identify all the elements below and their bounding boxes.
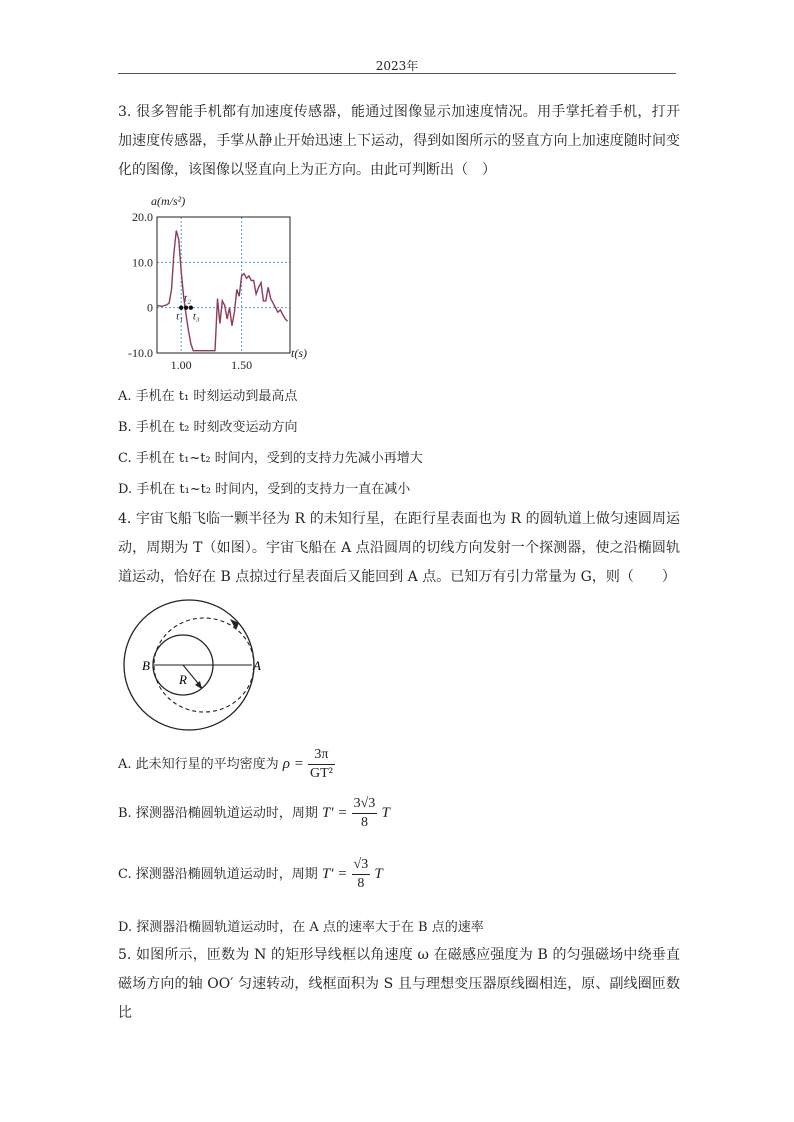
chart-labels bbox=[128, 194, 307, 372]
marker-label: t₁ bbox=[176, 310, 184, 323]
q5-stem: 5. 如图所示，匝数为 N 的矩形导线框以角速度 ω 在磁感应强度为 B 的匀强磁场中绕垂直磁场方向的轴 OO′ 匀速转动，线框面积为 S 且与理想变压器原线圈相连，原、副线圈匝数比 bbox=[118, 947, 680, 1021]
q4-option-a-fraction bbox=[308, 746, 335, 783]
q4-option-c-lhs: T′ = bbox=[321, 866, 348, 882]
q3-stem: 3. 很多智能手机都有加速度传感器，能通过图像显示加速度情况。用手掌托着手机，打开加速度传感器，手掌从静止开始迅速上下运动，得到如图所示的竖直方向上加速度随时间变化的图像，该图像以竖直向上为正方向。由此可判断出（ ） bbox=[118, 104, 680, 178]
q3-option-b[interactable]: B. 手机在 t₂ 时刻改变运动方向 bbox=[118, 420, 298, 435]
orbit-diagram bbox=[118, 596, 270, 738]
acceleration-series-line bbox=[157, 231, 288, 351]
radius-arrow-head bbox=[195, 681, 202, 689]
y-tick-label: -10.0 bbox=[128, 346, 153, 360]
q3-option-c[interactable]: C. 手机在 t₁~t₂ 时间内，受到的支持力先减小再增大 bbox=[118, 451, 423, 466]
label-r: R bbox=[179, 672, 187, 687]
q4-option-a-lhs: ρ = bbox=[282, 756, 304, 772]
marker-dot bbox=[189, 305, 193, 309]
q3-option-d[interactable]: D. 手机在 t₁~t₂ 时间内，受到的支持力一直在减小 bbox=[118, 482, 411, 497]
q4-option-b-lhs: T′ = bbox=[321, 805, 348, 821]
y-axis-label: a(m/s²) bbox=[151, 194, 186, 208]
y-tick-label: 0 bbox=[147, 300, 153, 315]
q4-option-b-denominator: 8 bbox=[360, 815, 368, 830]
q4-option-b-fraction bbox=[352, 795, 378, 832]
label-b: B bbox=[142, 658, 150, 673]
q4-option-b-text: B. 探测器沿椭圆轨道运动时，周期 bbox=[118, 806, 318, 821]
marker-label: t₂ bbox=[184, 292, 191, 305]
x-tick-label: 1.50 bbox=[231, 358, 253, 372]
q4-option-a-denominator: GT² bbox=[310, 766, 333, 781]
q4-option-c-denominator: 8 bbox=[357, 876, 365, 891]
q4-option-a-numerator: 3π bbox=[308, 746, 335, 765]
chart-grid bbox=[157, 217, 290, 353]
q4-option-c-fraction bbox=[352, 856, 371, 893]
chart-axes bbox=[157, 217, 290, 353]
q4-option-d[interactable]: D. 探测器沿椭圆轨道运动时，在 A 点的速率大于在 B 点的速率 bbox=[118, 920, 484, 935]
x-axis-label: t(s) bbox=[291, 346, 307, 360]
q4-option-a[interactable] bbox=[118, 746, 335, 783]
q4-option-c-numerator: √3 bbox=[352, 856, 371, 875]
plot-frame bbox=[157, 217, 290, 353]
marker-dot bbox=[184, 305, 188, 309]
acceleration-chart bbox=[112, 190, 312, 380]
q4-option-a-text: A. 此未知行星的平均密度为 bbox=[118, 757, 279, 772]
q4-stem: 4. 宇宙飞船飞临一颗半径为 R 的未知行星，在距行星表面也为 R 的圆轨道上做匀速圆周运动，周期为 T（如图）。宇宙飞船在 A 点沿圆周的切线方向发射一个探测器，使之沿椭圆轨道运动，恰好在 B 点掠过行星表面后又能回到 A 点。已知万有引力常量为 G，则（ ） bbox=[118, 511, 680, 585]
q4-option-c-text: C. 探测器沿椭圆轨道运动时，周期 bbox=[118, 867, 318, 882]
label-a: A bbox=[253, 658, 261, 673]
page-header-year: 2023年 bbox=[375, 59, 419, 73]
q4-option-c[interactable] bbox=[118, 856, 383, 893]
q4-option-b-rhs: T bbox=[381, 805, 390, 821]
q3-option-a[interactable]: A. 手机在 t₁ 时刻运动到最高点 bbox=[118, 389, 298, 404]
q4-option-b[interactable] bbox=[118, 795, 390, 832]
header-divider bbox=[118, 73, 676, 74]
q4-option-b-numerator: 3√3 bbox=[352, 795, 378, 814]
y-tick-label: 10.0 bbox=[132, 255, 153, 270]
q4-option-c-rhs: T bbox=[374, 866, 383, 882]
chart-markers bbox=[176, 293, 200, 323]
marker-label: t₃ bbox=[192, 310, 200, 323]
x-tick-label: 1.00 bbox=[170, 358, 192, 372]
y-tick-label: 20.0 bbox=[132, 210, 153, 224]
marker-dot bbox=[179, 305, 183, 309]
